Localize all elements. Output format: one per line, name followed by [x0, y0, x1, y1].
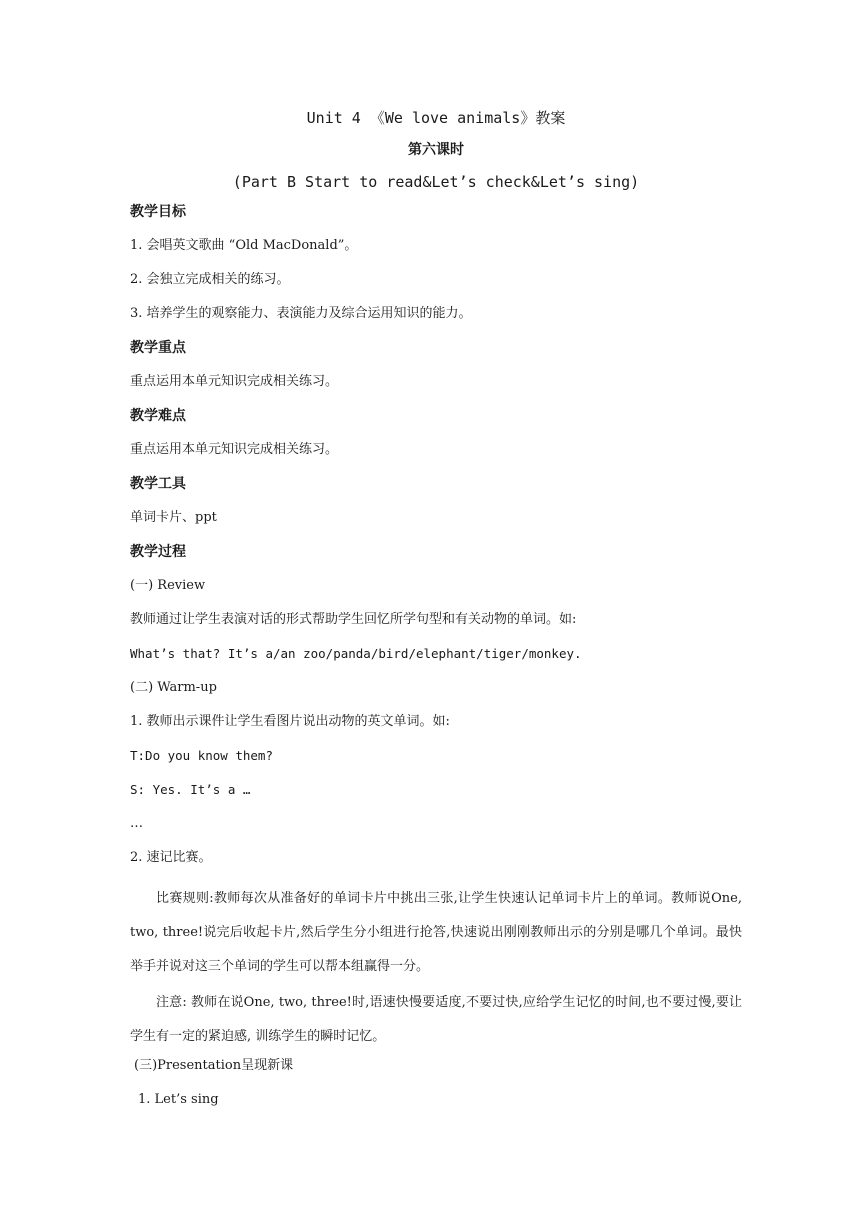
- warmup-step-1: 1. 教师出示课件让学生看图片说出动物的英文单词。如:: [130, 714, 450, 729]
- game-rules-paragraph: 比赛规则:教师每次从准备好的单词卡片中挑出三张,让学生快速认记单词卡片上的单词。教师说One, two, three!说完后收起卡片,然后学生分小组进行抢答,快速说出刚刚教师出示的分别是哪几个单词。最快举手并说对这三个单词的学生可以帮本组赢得一分。: [130, 891, 742, 974]
- review-example: What’s that? It’s a/an zoo/panda/bird/elephant/tiger/monkey.: [130, 646, 582, 661]
- lesson-number: 第六课时: [408, 142, 464, 158]
- document-page: [130, 108, 742, 1124]
- game-note-paragraph: 注意: 教师在说One, two, three!时,语速快慢要适度,不要过快,应给学生记忆的时间,也不要过慢,要让学生有一定的紧迫感, 训练学生的瞬时记忆。: [130, 995, 742, 1044]
- document-title: Unit 4 《We love animals》教案: [306, 109, 566, 127]
- warmup-teacher-line: T:Do you know them?: [130, 748, 273, 763]
- review-text: 教师通过让学生表演对话的形式帮助学生回忆所学句型和有关动物的单词。如:: [130, 612, 577, 627]
- warmup-student-line: S: Yes. It’s a …: [130, 782, 251, 797]
- tools-heading: 教学工具: [130, 476, 186, 492]
- key-points-text: 重点运用本单元知识完成相关练习。: [130, 374, 339, 389]
- goals-heading: 教学目标: [130, 204, 186, 220]
- goal-item: 3. 培养学生的观察能力、表演能力及综合运用知识的能力。: [130, 306, 472, 321]
- presentation-label: (三)Presentation呈现新课: [134, 1058, 294, 1073]
- goal-item: 1. 会唱英文歌曲 “Old MacDonald”。: [130, 238, 358, 253]
- tools-text: 单词卡片、ppt: [130, 510, 217, 525]
- sing-label: 1. Let’s sing: [138, 1092, 219, 1107]
- warmup-label: (二) Warm-up: [130, 680, 217, 695]
- document-subtitle: (Part B Start to read&Let’s check&Let’s sing): [232, 173, 640, 191]
- ellipsis: …: [130, 816, 143, 831]
- process-heading: 教学过程: [130, 544, 186, 560]
- goal-item: 2. 会独立完成相关的练习。: [130, 272, 290, 287]
- difficulties-text: 重点运用本单元知识完成相关练习。: [130, 442, 339, 457]
- difficulties-heading: 教学难点: [130, 408, 186, 424]
- warmup-step-2: 2. 速记比赛。: [130, 850, 212, 865]
- review-label: (一) Review: [130, 578, 206, 593]
- key-points-heading: 教学重点: [130, 340, 186, 356]
